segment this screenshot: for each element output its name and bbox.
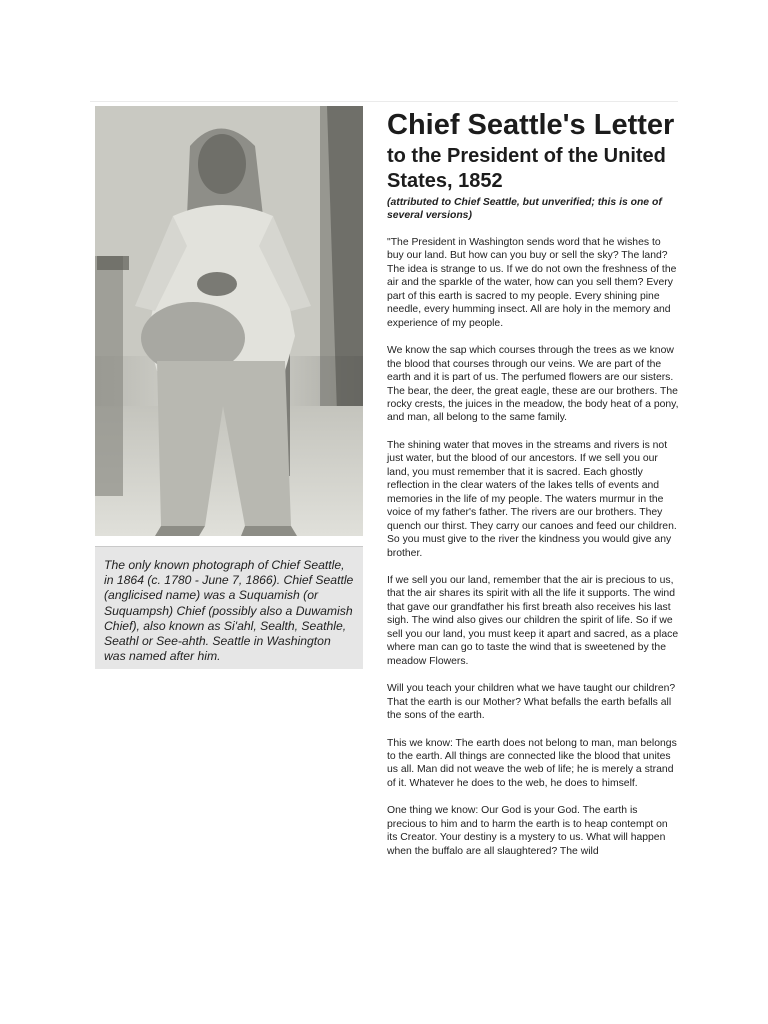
- attribution-note: (attributed to Chief Seattle, but unverified; this is one of several versions): [387, 197, 662, 221]
- paragraph-6: This we know: The earth does not belong to man, man belongs to the earth. All things are connected like the blood that unites us all. Man did not weave the web of life; he is merely a strand of it. Whatever he does to the web, he does to himself.: [387, 737, 677, 789]
- paragraph-2: We know the sap which courses through the trees as we know the blood that courses through our veins. We are part of the earth and it is part of us. The perfumed flowers are our sisters. The bear, the deer, the great eagle, these are our brothers. The rocky crests, the juices in the meadow, the body heat of a pony, and man, all belong to the same family.: [387, 345, 679, 424]
- paragraph-4: If we sell you our land, remember that the air is precious to us, that the air shares its spirit with all the life it supports. The wind that gave our grandfather his first breath also receives his last sigh. The wind also gives our children the spirit of life. So if we sell you our land, you must keep it apart and sacred, as a place where man can go to taste the wind that is sweetened by the meadow Flowers.: [387, 574, 679, 667]
- paragraph-1: "The President in Washington sends word that he wishes to buy our land. But how can you buy or sell the sky? The land? The idea is strange to us. If we do not own the freshness of the air and the sparkle of the water, how can you sell them? Every part of this earth is sacred to my people. Every shining pine needle, every humming insect. All are holy in the memory and experience of my people.: [387, 237, 677, 329]
- top-divider: [90, 101, 678, 102]
- chief-seattle-photo: [95, 106, 363, 536]
- paragraph-5: Will you teach your children what we have taught our children? That the earth is our Mother? What befalls the earth befalls all the sons of the earth.: [387, 683, 676, 722]
- photo-caption: The only known photograph of Chief Seattle, in 1864 (c. 1780 - June 7, 1866). Chief Seattle (anglicised name) was a Suquamish (or Suquampsh) Chief (possibly also a Duwamish Chief), also known as Si'ahl, Sealth, Seathle, Seathl or See-ahth. Seattle in Washington was named after him.: [95, 546, 363, 669]
- page-subtitle: to the President of the United States, 1852: [387, 145, 666, 192]
- photo-illustration: [95, 106, 363, 536]
- paragraph-3: The shining water that moves in the streams and rivers is not just water, but the blood of our ancestors. If we sell you our land, you must remember that it is sacred. Each ghostly reflection in the clear waters of the lakes tells of events and memories in the life of my people. The waters murmur in the voice of my father's father. The rivers are our brothers. They quench our thirst. They carry our canoes and feed our children. So you must give to the river the kindness you would give any brother.: [387, 439, 677, 559]
- page-title: Chief Seattle's Letter: [387, 109, 675, 141]
- paragraph-7: One thing we know: Our God is your God. The earth is precious to him and to harm the earth is to heap contempt on its Creator. Your destiny is a mystery to us. What will happen when the buffalo are all slaughtered? The wild: [387, 805, 668, 857]
- article-column: [387, 108, 679, 858]
